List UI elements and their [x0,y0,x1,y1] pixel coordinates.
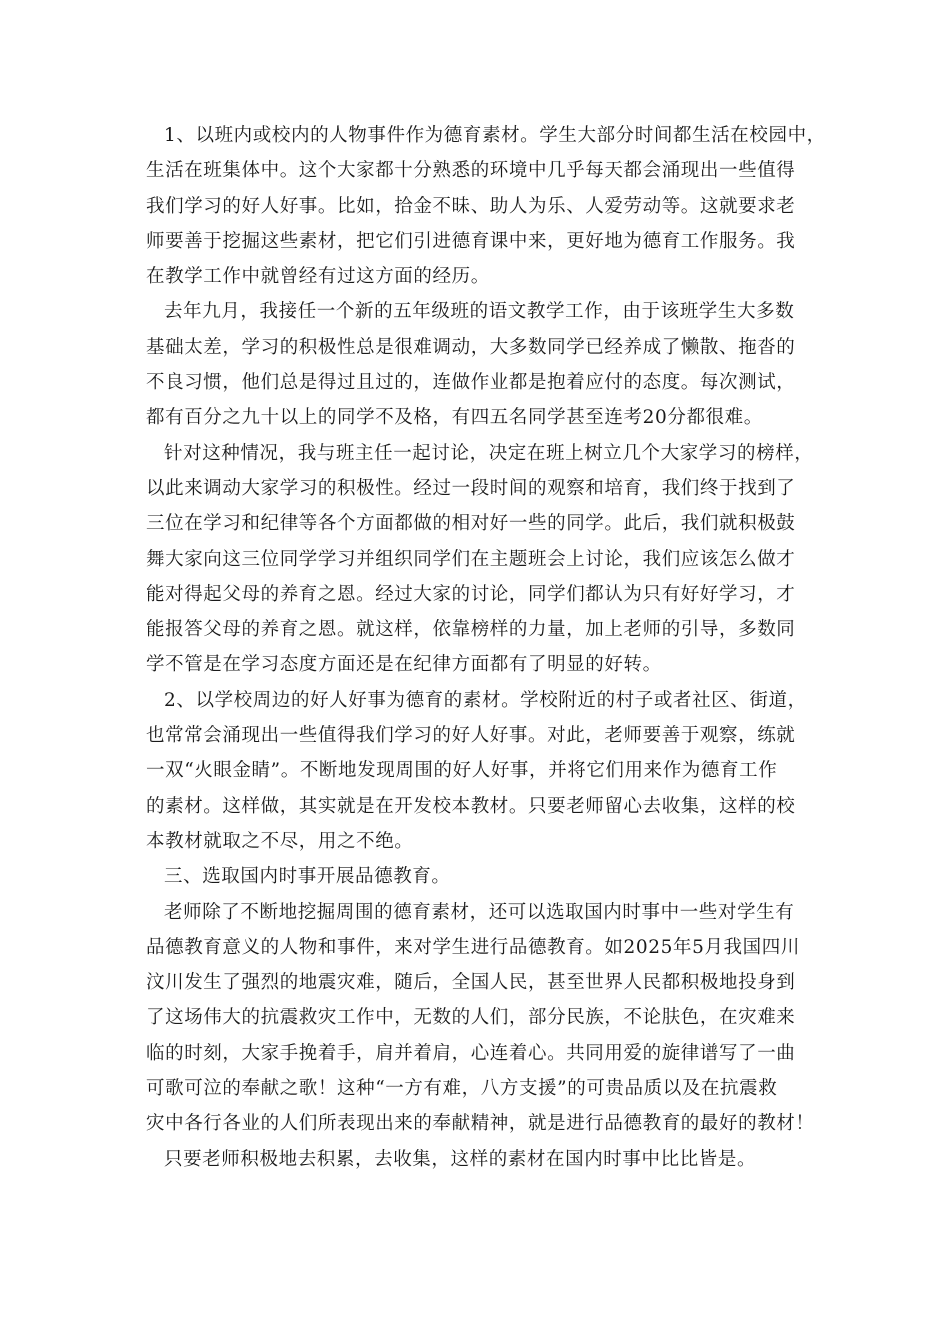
text-line: 师要善于挖掘这些素材，把它们引进德育课中来，更好地为德育工作服务。我 [146,230,796,252]
text-line: 基础太差，学习的积极性总是很难调动，大多数同学已经养成了懒散、拖沓的 [146,336,796,358]
text-line: 舞大家向这三位同学学习并组织同学们在主题班会上讨论，我们应该怎么做才 [146,548,796,570]
text-line: 针对这种情况，我与班主任一起讨论，决定在班上树立几个大家学习的榜样， [164,442,814,464]
text-line: 灾中各行各业的人们所表现出来的奉献精神，就是进行品德教育的最好的教材！ [146,1113,815,1135]
text-line: 学不管是在学习态度方面还是在纪律方面都有了明显的好转。 [146,654,662,676]
text-line: 以此来调动大家学习的积极性。经过一段时间的观察和培育，我们终于找到了 [146,477,796,499]
text-line: 去年九月，我接任一个新的五年级班的语文教学工作，由于该班学生大多数 [164,301,795,323]
text-line: 可歌可泣的奉献之歌！这种“一方有难，八方支援”的可贵品质以及在抗震救 [146,1078,778,1100]
text-line: 三位在学习和纪律等各个方面都做的相对好一些的同学。此后，我们就积极鼓 [146,513,796,535]
text-line: 老师除了不断地挖掘周围的德育素材，还可以选取国内时事中一些对学生有 [164,901,795,923]
text-line: 在教学工作中就曾经有过这方面的经历。 [146,266,490,288]
text-line: 能报答父母的养育之恩。就这样，依靠榜样的力量，加上老师的引导，多数同 [146,619,796,641]
text-line: 我们学习的好人好事。比如，拾金不昧、助人为乐、人爱劳动等。这就要求老 [146,195,796,217]
text-line: 品德教育意义的人物和事件，来对学生进行品德教育。如2025年5月我国四川 [146,936,800,958]
text-line: 1、以班内或校内的人物事件作为德育素材。学生大部分时间都生活在校园中， [164,125,826,146]
text-line: 能对得起父母的养育之恩。经过大家的讨论，同学们都认为只有好好学习，才 [146,583,796,605]
text-line: 都有百分之九十以上的同学不及格，有四五名同学甚至连考20分都很难。 [146,407,763,429]
text-line: 本教材就取之不尽，用之不绝。 [146,830,414,852]
text-line: 一双“火眼金睛”。不断地发现周围的好人好事，并将它们用来作为德育工作 [146,760,778,782]
text-line: 临的时刻，大家手挽着手，肩并着肩，心连着心。共同用爱的旋律谱写了一曲 [146,1042,796,1064]
text-line: 2、以学校周边的好人好事为德育的素材。学校附近的村子或者社区、街道， [164,689,807,711]
text-line: 只要老师积极地去积累，去收集，这样的素材在国内时事中比比皆是。 [164,1148,757,1170]
text-line: 三、选取国内时事开展品德教育。 [164,866,451,888]
document-body [146,118,826,1177]
text-line: 不良习惯，他们总是得过且过的，连做作业都是抱着应付的态度。每次测试， [146,372,796,394]
text-line: 也常常会涌现出一些值得我们学习的好人好事。对此，老师要善于观察，练就 [146,725,796,747]
text-line: 了这场伟大的抗震救灾工作中，无数的人们，部分民族，不论肤色，在灾难来 [146,1007,796,1029]
text-line: 生活在班集体中。这个大家都十分熟悉的环境中几乎每天都会涌现出一些值得 [146,160,796,182]
text-line: 的素材。这样做，其实就是在开发校本教材。只要老师留心去收集，这样的校 [146,795,796,817]
text-line: 汶川发生了强烈的地震灾难，随后，全国人民，甚至世界人民都积极地投身到 [146,972,796,994]
